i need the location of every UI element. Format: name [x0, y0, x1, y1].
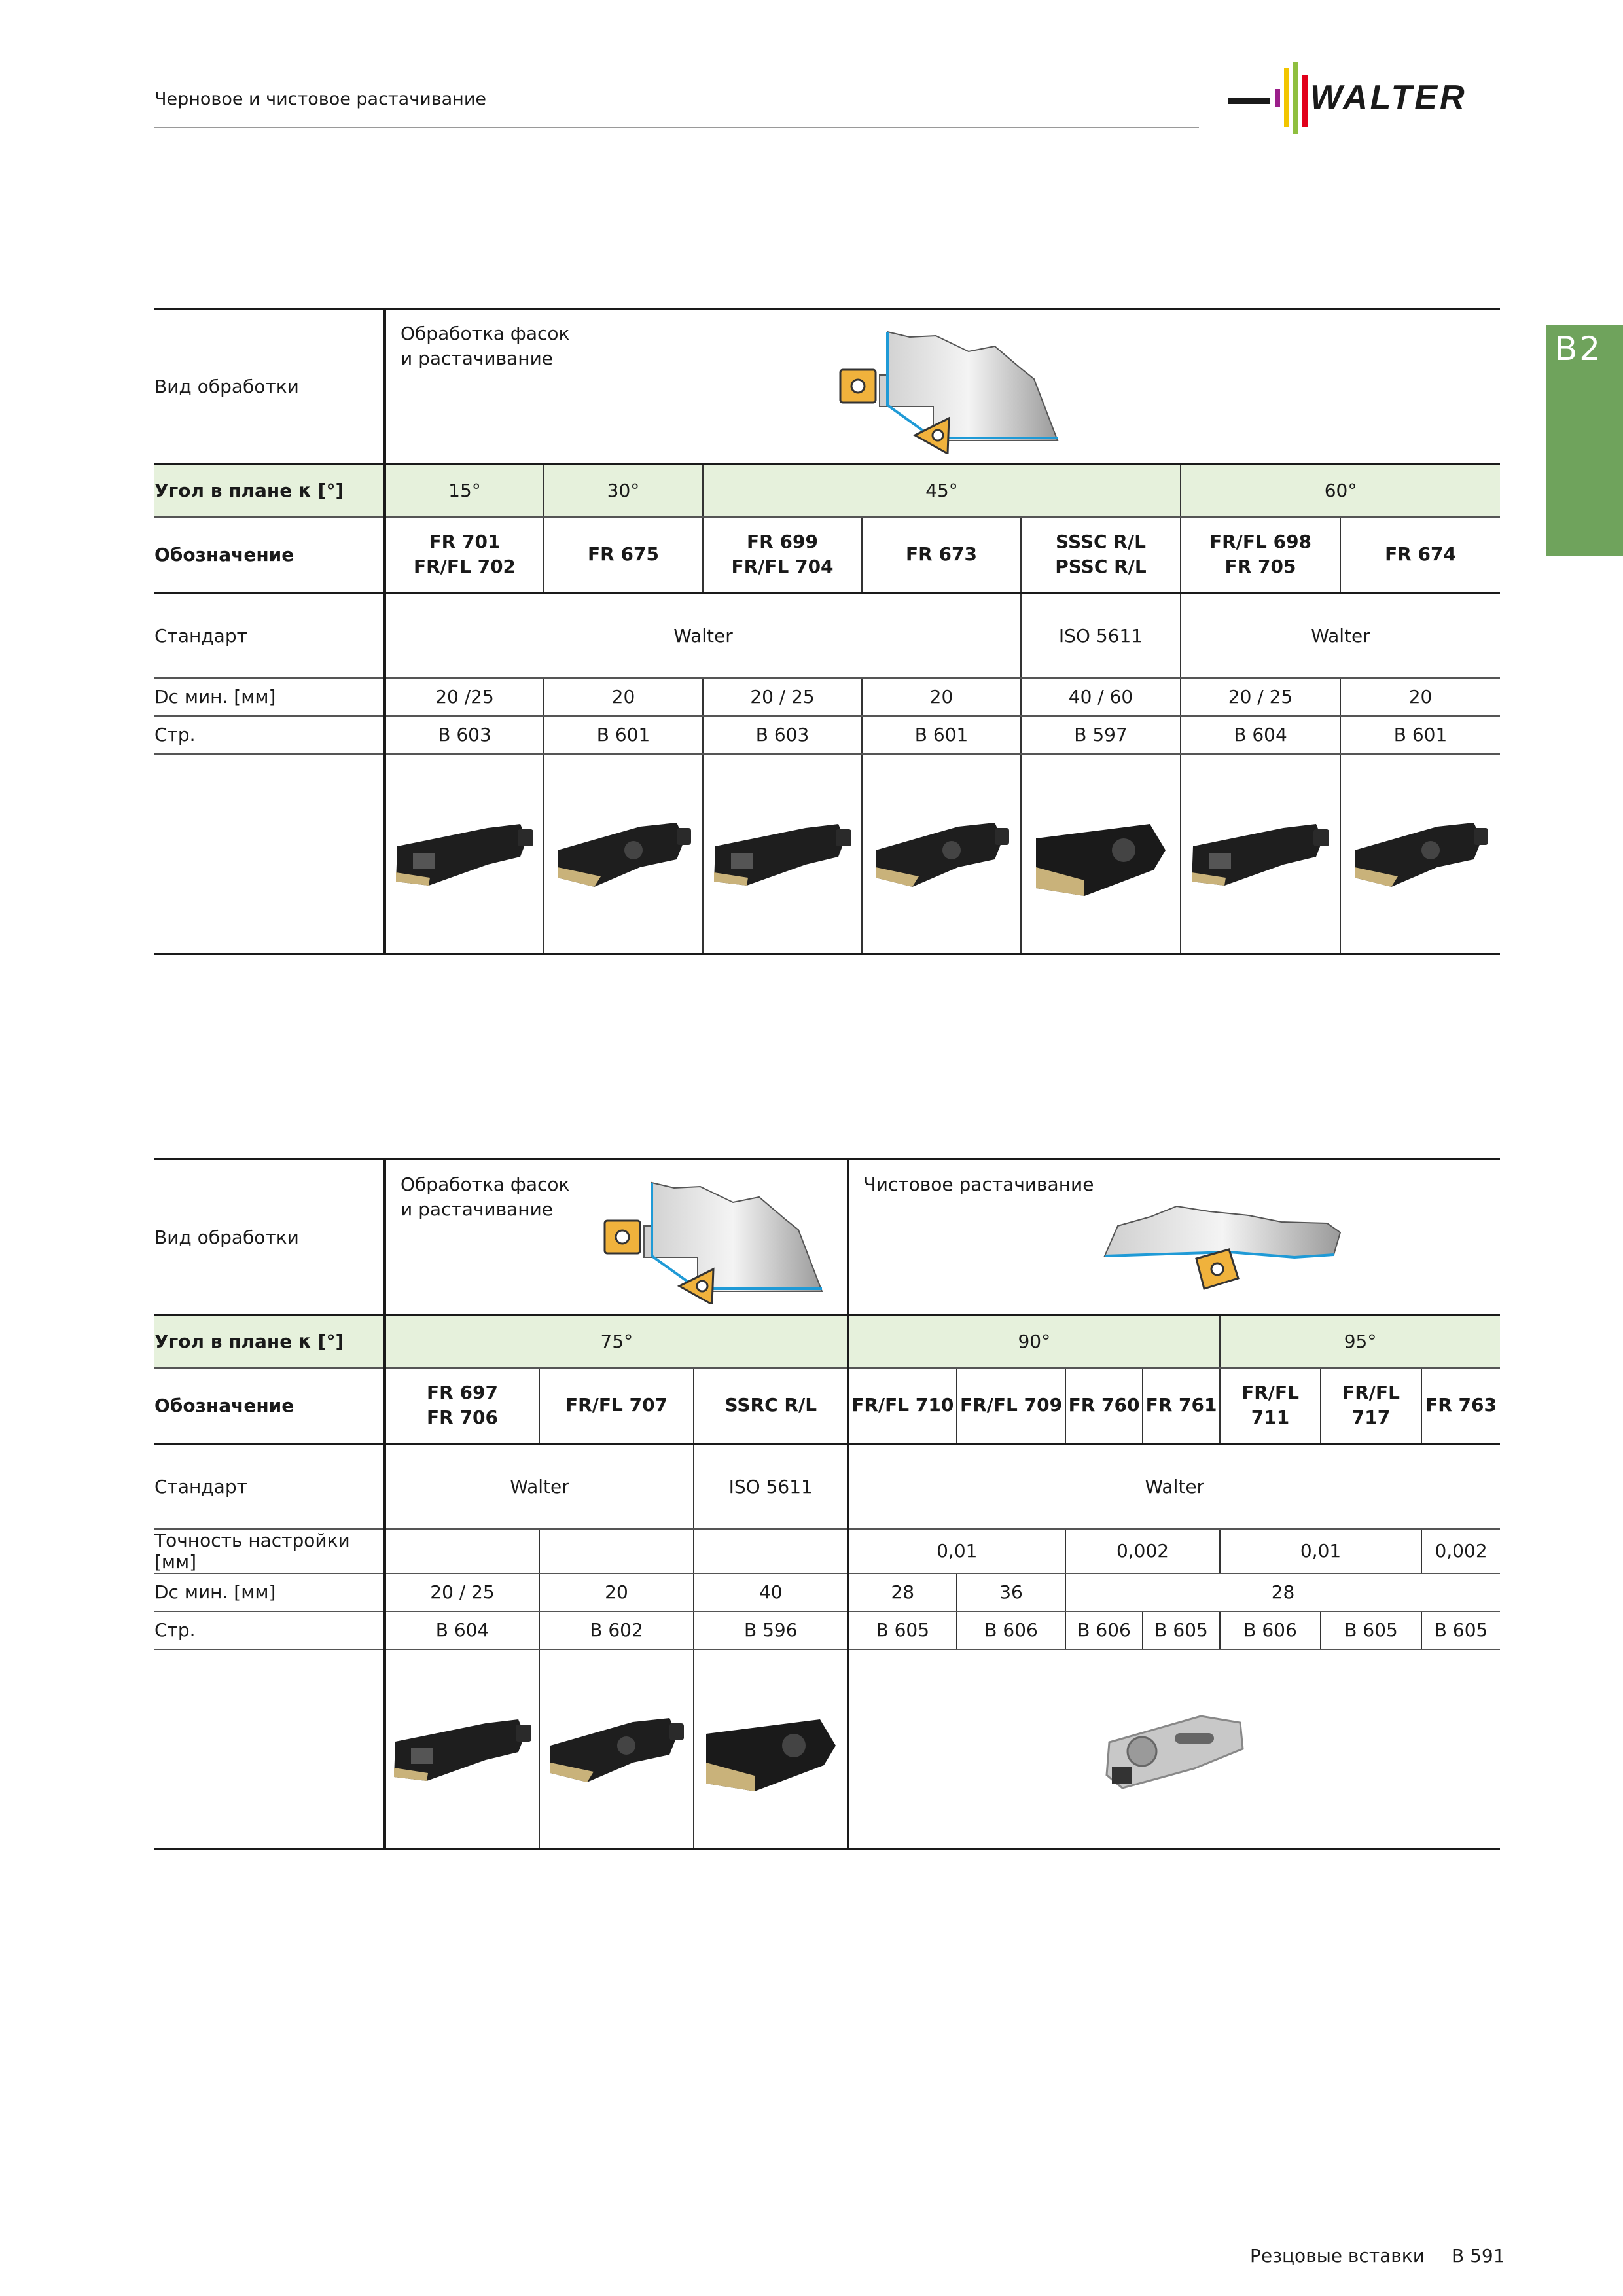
- tool-image: [539, 1649, 694, 1850]
- tool-image: [544, 754, 703, 954]
- standard-value: ISO 5611: [1021, 593, 1181, 678]
- designation-cell: FR 761: [1143, 1368, 1220, 1444]
- standard-value: Walter: [385, 593, 1021, 678]
- section-tab[interactable]: [1546, 325, 1623, 556]
- angle-value: 75°: [385, 1316, 848, 1368]
- tool-image: [862, 754, 1021, 954]
- tool-image: [1340, 754, 1500, 954]
- angle-value: 15°: [385, 465, 544, 517]
- designation-label: Обозначение: [154, 517, 385, 593]
- designation-cell: FR/FL 711: [1220, 1368, 1321, 1444]
- page-ref[interactable]: B 604: [1181, 716, 1340, 754]
- footer-label: Резцовые вставки: [1250, 2245, 1425, 2267]
- chamfer-boring-diagram: [838, 329, 1073, 454]
- operation-label: Вид обработки: [154, 1160, 385, 1316]
- page-ref[interactable]: B 597: [1021, 716, 1181, 754]
- accuracy-value: [694, 1529, 848, 1573]
- page-ref[interactable]: B 606: [1220, 1611, 1321, 1649]
- designation-cell: FR 697 FR 706: [385, 1368, 539, 1444]
- page-ref[interactable]: B 596: [694, 1611, 848, 1649]
- dc-value: 36: [957, 1573, 1065, 1611]
- dc-label: Dc мин. [мм]: [154, 1573, 385, 1611]
- boring-insert-icon: [707, 804, 858, 903]
- tool-image: [1181, 754, 1340, 954]
- dc-value: 20: [539, 1573, 694, 1611]
- standard-value: Walter: [848, 1444, 1500, 1529]
- designation-cell: FR 674: [1340, 517, 1500, 593]
- standard-value: ISO 5611: [694, 1444, 848, 1529]
- angle-value: 90°: [848, 1316, 1220, 1368]
- angle-value: 45°: [703, 465, 1181, 517]
- boring-insert-icon: [866, 804, 1017, 903]
- boring-insert-icon: [1346, 804, 1496, 903]
- dc-value: 40: [694, 1573, 848, 1611]
- accuracy-value: 0,002: [1065, 1529, 1220, 1573]
- accuracy-value: 0,01: [1220, 1529, 1421, 1573]
- boring-heads-table-1: [154, 308, 1500, 955]
- designation-cell: FR/FL 717: [1321, 1368, 1421, 1444]
- boring-insert-icon: [387, 1700, 538, 1798]
- page-ref-label: Стр.: [154, 1611, 385, 1649]
- angle-label: Угол в плане κ [°]: [154, 465, 385, 517]
- dc-value: 20: [862, 678, 1021, 716]
- accuracy-value: 0,01: [848, 1529, 1065, 1573]
- accuracy-value: [385, 1529, 539, 1573]
- operation-cell-finishing: Чистовое растачивание: [848, 1160, 1500, 1316]
- page-ref[interactable]: B 601: [544, 716, 703, 754]
- designation-cell: FR 763: [1421, 1368, 1500, 1444]
- page-number: B 591: [1452, 2245, 1505, 2267]
- boring-insert-icon: [541, 1700, 692, 1798]
- tool-image: [385, 1649, 539, 1850]
- designation-cell: FR 701 FR/FL 702: [385, 517, 544, 593]
- dc-value: 20: [1340, 678, 1500, 716]
- page-ref[interactable]: B 604: [385, 1611, 539, 1649]
- boring-insert-icon: [548, 804, 699, 903]
- page-ref[interactable]: B 605: [848, 1611, 957, 1649]
- standard-value: Walter: [1181, 593, 1500, 678]
- tool-image: [703, 754, 862, 954]
- tool-image: [1021, 754, 1181, 954]
- page-ref[interactable]: B 605: [1143, 1611, 1220, 1649]
- accuracy-value: [539, 1529, 694, 1573]
- tool-image: [385, 754, 544, 954]
- designation-cell: FR 673: [862, 517, 1021, 593]
- walter-logo: [1228, 62, 1503, 134]
- designation-cell: FR/FL 707: [539, 1368, 694, 1444]
- operation-cell: Обработка фасок и растачивание: [385, 1160, 848, 1316]
- page-ref[interactable]: B 602: [539, 1611, 694, 1649]
- chamfer-boring-diagram: [602, 1180, 838, 1304]
- dc-value: 20: [544, 678, 703, 716]
- designation-cell: FR/FL 698 FR 705: [1181, 517, 1340, 593]
- dc-value: 20 /25: [385, 678, 544, 716]
- page-ref-label: Стр.: [154, 716, 385, 754]
- page-ref[interactable]: B 605: [1421, 1611, 1500, 1649]
- designation-cell: FR/FL 709: [957, 1368, 1065, 1444]
- designation-cell: FR 760: [1065, 1368, 1143, 1444]
- accuracy-value: 0,002: [1421, 1529, 1500, 1573]
- boring-heads-table-2: [154, 1158, 1500, 1850]
- boring-insert-icon: [1185, 804, 1336, 903]
- boring-insert-icon: [389, 804, 540, 903]
- angle-value: 60°: [1181, 465, 1500, 517]
- designation-cell: SSSC R/L PSSC R/L: [1021, 517, 1181, 593]
- page-ref[interactable]: B 603: [385, 716, 544, 754]
- designation-cell: FR 699 FR/FL 704: [703, 517, 862, 593]
- page-ref[interactable]: B 606: [957, 1611, 1065, 1649]
- standard-label: Стандарт: [154, 593, 385, 678]
- dc-value: 28: [1065, 1573, 1500, 1611]
- boring-insert-icon: [1026, 804, 1176, 903]
- tool-image: [848, 1649, 1500, 1850]
- angle-label: Угол в плане κ [°]: [154, 1316, 385, 1368]
- page-header-title: Черновое и чистовое растачивание: [154, 89, 486, 109]
- svg-text:WALTER: WALTER: [1310, 79, 1467, 117]
- section-tab-label: B2: [1555, 330, 1603, 368]
- dc-value: 20 / 25: [385, 1573, 539, 1611]
- angle-value: 95°: [1220, 1316, 1500, 1368]
- designation-cell: FR 675: [544, 517, 703, 593]
- standard-value: Walter: [385, 1444, 694, 1529]
- dc-value: 20 / 25: [1181, 678, 1340, 716]
- page-ref[interactable]: B 603: [703, 716, 862, 754]
- angle-value: 30°: [544, 465, 703, 517]
- designation-label: Обозначение: [154, 1368, 385, 1444]
- tool-image: [694, 1649, 848, 1850]
- page-ref[interactable]: B 606: [1065, 1611, 1143, 1649]
- page-ref[interactable]: B 601: [862, 716, 1021, 754]
- standard-label: Стандарт: [154, 1444, 385, 1529]
- accuracy-label: Точность настройки [мм]: [154, 1529, 385, 1573]
- dc-label: Dc мин. [мм]: [154, 678, 385, 716]
- designation-cell: SSRC R/L: [694, 1368, 848, 1444]
- boring-insert-icon: [696, 1700, 846, 1798]
- operation-cell: Обработка фасок и растачивание: [385, 309, 1500, 465]
- operation-label: Вид обработки: [154, 309, 385, 465]
- dc-value: 20 / 25: [703, 678, 862, 716]
- designation-cell: FR/FL 710: [848, 1368, 957, 1444]
- dc-value: 28: [848, 1573, 957, 1611]
- page-ref[interactable]: B 605: [1321, 1611, 1421, 1649]
- finish-boring-diagram: [1098, 1200, 1347, 1298]
- fine-boring-cartridge-icon: [1096, 1696, 1253, 1801]
- dc-value: 40 / 60: [1021, 678, 1181, 716]
- header-rule: [154, 127, 1199, 128]
- page-ref[interactable]: B 601: [1340, 716, 1500, 754]
